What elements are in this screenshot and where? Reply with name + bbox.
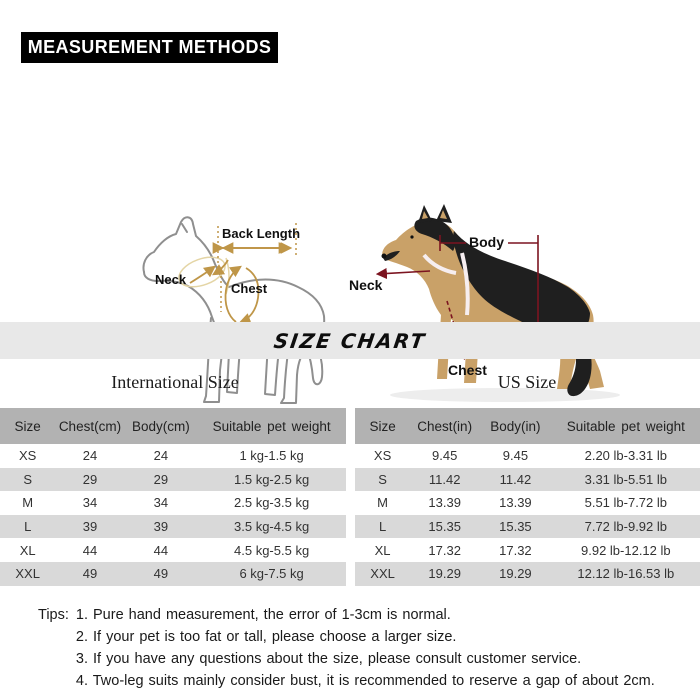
table-cell: 3.31 lb-5.51 lb [584,471,668,487]
left-dog-chest-label: Chest [231,281,268,296]
table-header-row [355,408,700,444]
tips-section [38,604,655,692]
table-cell: 24 [82,448,98,464]
table-cell: XXL [15,566,40,582]
table-row [0,491,346,515]
table-cell: L [378,519,387,535]
table-cell: 29 [153,471,169,487]
table-cell: XS [19,448,37,464]
table-cell: 34 [153,495,169,511]
dog-body [382,204,605,396]
table-cell: 1.5 kg-2.5 kg [234,471,310,487]
left-dog-neck-label: Neck [155,272,187,287]
tips-list [76,604,655,692]
table-cell: 29 [82,471,98,487]
page-title-text: MEASUREMENT METHODS [27,37,272,57]
table-cell: 9.92 lb-12.12 lb [581,542,671,558]
table-cell: M [377,495,389,511]
right-dog-body-label: Body [469,234,504,250]
table-cell: 11.42 [428,471,461,487]
back-length-label: Back Length [222,226,301,241]
column-header: Body(in) [479,408,551,444]
table-cell: 9.45 [432,448,458,464]
us-size-table [355,408,700,586]
table-cell: XXL [370,566,395,582]
table-row [355,538,700,562]
table-cell: 7.72 lb-9.92 lb [584,519,668,535]
table-cell: S [378,471,387,487]
table-cell: 1 kg-1.5 kg [239,448,304,464]
table-cell: 13.39 [499,495,532,511]
table-cell: 6 kg-7.5 kg [239,566,304,582]
table-cell: 9.45 [502,448,529,464]
tip-item: 1. Pure hand measurement, the error of 1-3cm is normal. [75,607,451,623]
page-title [21,32,278,63]
table-cell: 12.12 lb-16.53 lb [577,566,675,582]
international-size-heading: International Size [111,372,239,392]
table-cell: 44 [153,542,169,558]
table-cell: 17.32 [428,542,461,558]
column-header: Chest(cm) [55,408,124,444]
table-cell: L [24,519,32,535]
table-cell: 15.35 [428,519,461,535]
table-row [0,444,346,468]
column-header: Suitable pet weight [552,408,700,444]
column-header: Body(cm) [125,408,198,444]
table-cell: 49 [153,566,169,582]
table-cell: 19.29 [428,566,461,582]
table-row [355,491,700,515]
table-cell: 24 [153,448,169,464]
table-row [0,562,346,586]
tip-item: 4. Two-leg suits mainly consider bust, it is recommended to reserve a gap of about 2cm. [75,673,655,689]
size-chart-heading: SIZE CHART [272,328,428,353]
table-row [355,444,700,468]
table-row [355,468,700,492]
table-cell: XL [374,542,391,558]
international-size-table [0,408,346,586]
table-cell: 2.20 lb-3.31 lb [584,448,668,464]
table-cell: 39 [82,519,98,535]
table-cell: XS [373,448,392,464]
table-cell: S [23,471,33,487]
table-cell: XL [19,542,36,558]
table-cell: 3.5 kg-4.5 kg [234,519,310,535]
table-cell: M [22,495,34,511]
table-cell: 39 [153,519,169,535]
table-cell: 2.5 kg-3.5 kg [234,495,310,511]
column-header: Size [355,408,410,444]
tip-item: 2. If your pet is too fat or tall, please choose a larger size. [75,629,457,645]
table-row [0,515,346,539]
size-chart-banner [0,322,700,359]
table-cell: 49 [82,566,98,582]
us-size-heading: US Size [497,372,557,392]
table-row [0,538,346,562]
table-row [0,468,346,492]
table-cell: 17.32 [499,542,532,558]
table-cell: 44 [82,542,98,558]
table-header-row [0,408,346,444]
column-header: Size [0,408,55,444]
table-cell: 5.51 lb-7.72 lb [584,495,668,511]
table-row [355,562,700,586]
right-dog-chest-label: Chest [448,362,487,378]
tip-item: 3. If you have any questions about the size, please consult customer service. [75,651,582,667]
right-dog-neck-label: Neck [349,277,383,293]
column-header: Chest(in) [410,408,479,444]
table-cell: 15.35 [499,519,532,535]
table-cell: 34 [82,495,98,511]
table-cell: 11.42 [499,471,532,487]
table-cell: 19.29 [499,566,532,582]
table-cell: 13.39 [428,495,461,511]
table-cell: 4.5 kg-5.5 kg [234,542,310,558]
table-row [355,515,700,539]
column-header: Suitable pet weight [197,408,346,444]
tips-label: Tips: [38,607,69,623]
